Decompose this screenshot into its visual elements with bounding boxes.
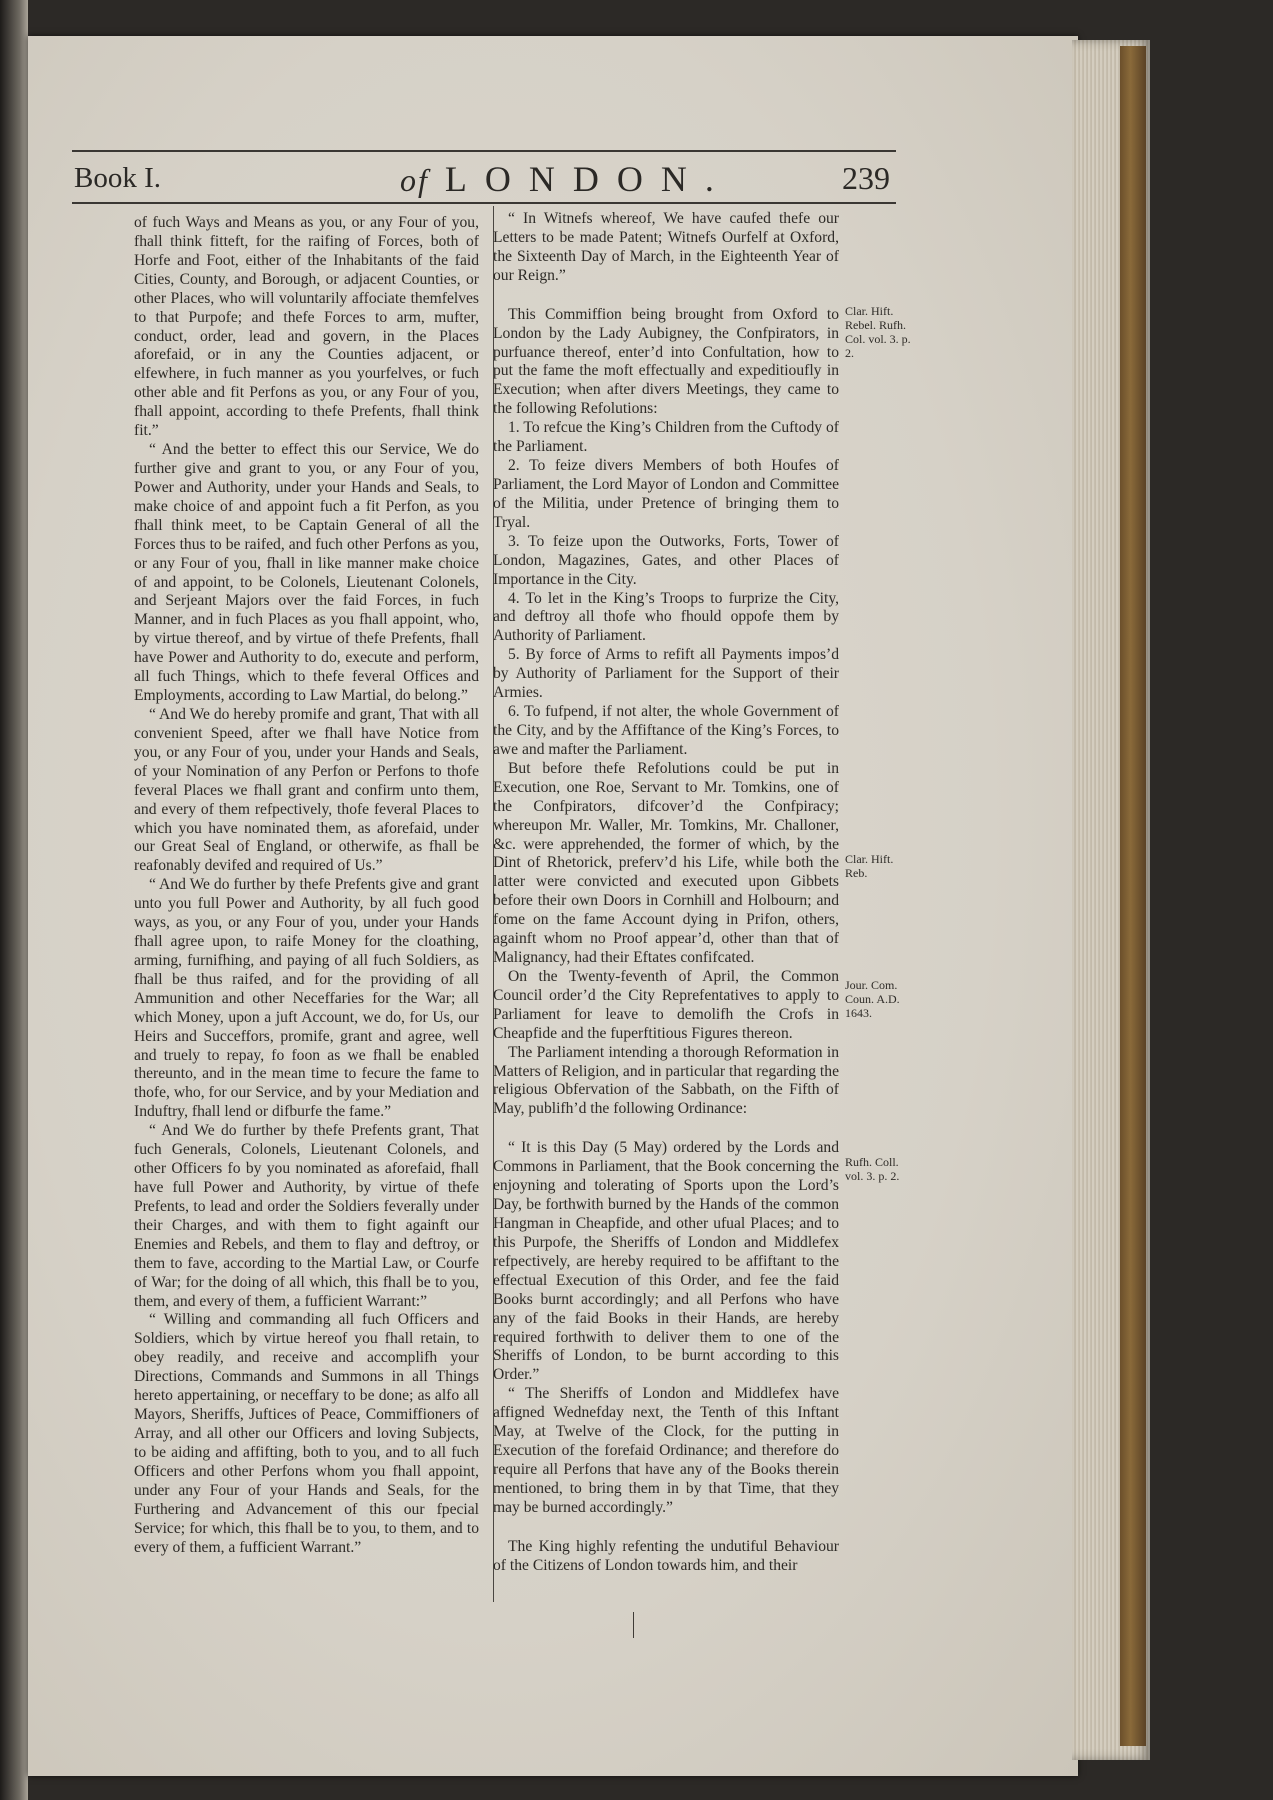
header-rule-bottom: [72, 202, 896, 204]
paragraph: The King highly refenting the undutiful Behaviour of the Citizens of London towards him, and their: [493, 1537, 839, 1574]
header-rule-top: [72, 150, 896, 152]
paragraph: The Parliament intending a thorough Reformation in Matters of Religion, and in particular that regarding the religious Obfervation of the Sabbath, on the Fifth of May, publifh’d the following Ordinance:: [493, 1043, 839, 1118]
paragraph: 1. To refcue the King’s Children from the Cuftody of the Parliament.: [493, 419, 839, 456]
margin-note: Rufh. Coll. vol. 3. p. 2.: [845, 1155, 900, 1183]
paragraph: 6. To fufpend, if not alter, the whole Government of the City, and by the Affiftance of the King’s Forces, to awe and mafter the Parliament.: [493, 703, 839, 758]
paragraph: “ And We do further by thefe Prefents give and grant unto you full Power and Authority, by all fuch good ways, as you, or any Four of you, under your Hands fhall agree upon, to raife Money for the cloathing, arming, furnifhing, and paying of all fuch Soldiers, as fhall be thus raifed, and for the providing of all Ammunition and other Neceffaries for the War; all which Money, upon a juft Account, we do, for Us, our Heirs and Succeffors, promife, grant and agree, well and truely to repay, fo foon as we fhall be enabled thereunto, and in the mean time to fecure the fame to thofe, who, for our Service, and by your Mediation and Induftry, fhall lend or difburfe the fame.”: [134, 876, 479, 1121]
margin-note: Clar. Hift. Rebel. Rufh. Col. vol. 3. p. 2.: [845, 304, 911, 360]
paragraph: of fuch Ways and Means as you, or any Four of you, fhall think fitteft, for the raifing of Forces, both of Horfe and Foot, either of the Inhabitants of the faid Cities, County, and Borough, or adjacent Counties, or other Places, who will voluntarily affociate themfelves to that Purpofe; and thefe Forces to arm, mufter, conduct, order, lead and govern, in the Places aforefaid, or in any the Counties adjacent, or elfewhere, in fuch manner as you yourfelves, or fuch other able and fit Perfons as you, or any Four of you, fhall appoint, according to thefe Prefents, fhall think fit.”: [134, 214, 479, 440]
paragraph: 3. To feize upon the Outworks, Forts, Tower of London, Magazines, Gates, and other Places of Importance in the City.: [493, 532, 839, 588]
running-title: [400, 158, 732, 200]
pencil-mark: [633, 1612, 634, 1638]
binding-gutter: [0, 0, 28, 1800]
title-text: LONDON.: [444, 159, 732, 199]
book-label: Book I.: [74, 162, 161, 194]
paragraph: This Commiffion being brought from Oxford to London by the Lady Aubigney, the Confpirators, in purfuance thereof, enter’d into Confultation, how to put the fame the moft effectually and expeditioufly in Execution; when after divers Meetings, they came to the following Refolutions:: [493, 305, 839, 418]
right-text-column: [493, 210, 839, 1576]
paragraph: “ In Witnefs whereof, We have caufed thefe our Letters to be made Patent; Witnefs Ourfelf at Oxford, the Sixteenth Day of March, in the Eighteenth Year of our Reign.”: [493, 210, 839, 284]
margin-note: Jour. Com. Coun. A.D. 1643.: [845, 978, 900, 1020]
paragraph: “ The Sheriffs of London and Middlefex have affigned Wednefday next, the Tenth of this Inftant May, at Twelve of the Clock, for the putting in Execution of the forefaid Ordinance; and therefore do require all Perfons that have any of the Books therein mentioned, to bring them in by that Time, that they may be burned accordingly.”: [493, 1385, 839, 1516]
paragraph: On the Twenty-feventh of April, the Common Council order’d the City Reprefentatives to apply to Parliament for leave to demolifh the Crofs in Cheapfide and the fuperftitious Figures thereon.: [493, 967, 839, 1042]
book-spine: [1120, 46, 1146, 1746]
page-number: 239: [842, 160, 890, 196]
paragraph: “ It is this Day (5 May) ordered by the Lords and Commons in Parliament, that the Book concerning the enjoyning and tolerating of Sports upon the Lord’s Day, be forthwith burned by the Hands of the common Hangman in Cheapfide, and other ufual Places; and to this Purpofe, the Sheriffs of London and Middlefex refpectively, are hereby required to be affiftant to the effectual Execution of this Order, and fee the faid Books burnt accordingly; and all Perfons who have any of the faid Books in their Hands, are hereby required forthwith to deliver them to one of the Sheriffs of London, to be burnt according to this Order.”: [493, 1139, 839, 1384]
paragraph: 5. By force of Arms to refift all Payments impos’d by Authority of Parliament for the Support of their Armies.: [493, 646, 839, 702]
left-text-column: [134, 214, 479, 1557]
paragraph: “ And the better to effect this our Service, We do further give and grant to you, or any Four of you, Power and Authority, under your Hands and Seals, to make choice of and appoint fuch a fit Perfon, as you fhall think meet, to be Captain General of all the Forces thus to be raifed, and fuch other Perfons as you, or any Four of you, fhall in like manner make choice of and appoint, to be Colonels, Lieutenant Colonels, and Serjeant Majors over the faid Forces, in fuch Manner, and in fuch Places as you fhall appoint, who, by virtue thereof, and by virtue of thefe Prefents, fhall have Power and Authority to do, execute and perform, all fuch Things, which to thefe feveral Offices and Employments, according to Law Martial, do belong.”: [134, 441, 479, 705]
running-header: [72, 156, 896, 204]
paragraph: “ Willing and commanding all fuch Officers and Soldiers, which by virtue hereof you fhall retain, to obey readily, and receive and accomplifh your Directions, Commands and Summons in all Things hereto appertaining, or neceffary to be done; as alfo all Mayors, Sheriffs, Juftices of Peace, Commiffioners of Array, and all other our Officers and loving Subjects, to be aiding and affifting, both to you, and to all fuch Officers and other Perfons whom you fhall appoint, under any Four of your Hands and Seals, for the Furthering and Advancement of this our fpecial Service; for which, this fhall be to you, to them, and to every of them, a fufficient Warrant.”: [134, 1311, 479, 1556]
paragraph: 2. To feize divers Members of both Houfes of Parliament, the Lord Mayor of London and Committee of the Militia, under Pretence of bringing them to Tryal.: [493, 457, 839, 531]
margin-note: Clar. Hift. Reb.: [845, 852, 894, 880]
title-of: of: [400, 162, 429, 198]
paragraph: “ And We do further by thefe Prefents grant, That fuch Generals, Colonels, Lieutenant Colonels, and other Officers fo by you nominated as aforefaid, fhall have full Power and Authority, by virtue of thefe Prefents, to lead and order the Soldiers feverally under their Charges, and with them to fight againft our Enemies and Rebels, and them to flay and deftroy, or them to fave, according to the Martial Law, or Courfe of War; for the doing of all which, this fhall be to you, them, and every of them, a fufficient Warrant:”: [134, 1122, 479, 1310]
paragraph: “ And We do hereby promife and grant, That with all convenient Speed, after we fhall have Notice from you, or any Four of you, under your Hands and Seals, of your Nomination of any Perfon or Perfons to thofe feveral Places we fhall grant and confirm unto them, and every of them refpectively, thofe feveral Places to which you have nominated them, as aforefaid, under our Great Seal of England, or otherwife, as fhall be reafonably devifed and required of Us.”: [134, 705, 479, 875]
paragraph: But before thefe Refolutions could be put in Execution, one Roe, Servant to Mr. Tomkins, one of the Confpirators, difcover’d the Confpiracy; whereupon Mr. Waller, Mr. Tomkins, Mr. Challoner, &c. were apprehended, the former of which, by the Dint of Rhetorick, preferv’d his Life, while both the latter were convicted and executed upon Gibbets before their own Doors in Cornhill and Holbourn; and fome on the fame Account dying in Prifon, others, againft whom no Proof appear’d, other than that of Malignancy, had their Eftates confifcated.: [493, 759, 839, 967]
paragraph: 4. To let in the King’s Troops to furprize the City, and deftroy all thofe who fhould oppofe them by Authority of Parliament.: [493, 589, 839, 645]
